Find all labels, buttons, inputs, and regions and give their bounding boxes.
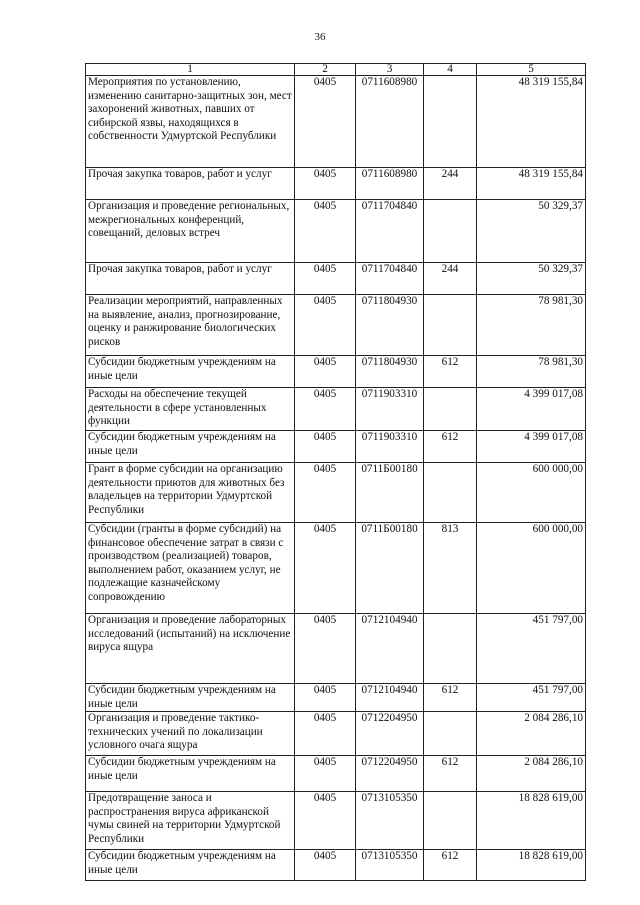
row-type-cell: 612 [424, 431, 477, 463]
row-amount-cell: 600 000,00 [477, 463, 586, 523]
row-type-cell: 612 [424, 756, 477, 792]
row-section-cell: 0405 [295, 756, 356, 792]
row-target-cell: 0711Б00180 [356, 523, 424, 614]
row-amount-cell: 2 084 286,10 [477, 712, 586, 756]
row-type-cell [424, 76, 477, 168]
row-name-cell: Мероприятия по установлению, изменению санитарно-защитных зон, мест захоронений животных, павших от сибирской язвы, находящихся в собственности Удмуртской Республики [86, 76, 295, 168]
row-target-cell: 0712204950 [356, 712, 424, 756]
row-type-cell: 244 [424, 263, 477, 295]
row-type-cell: 612 [424, 850, 477, 881]
row-type-cell [424, 388, 477, 431]
row-section-cell: 0405 [295, 295, 356, 356]
table-row [86, 712, 586, 756]
row-amount-cell: 78 981,30 [477, 356, 586, 388]
row-name-cell: Организация и проведение региональных, межрегиональных конференций, совещаний, деловых встреч [86, 200, 295, 263]
row-target-cell: 0712204950 [356, 756, 424, 792]
table-row [86, 76, 586, 168]
table-body [86, 76, 586, 881]
row-target-cell: 0711704840 [356, 200, 424, 263]
row-target-cell: 0712104940 [356, 614, 424, 684]
row-target-cell: 0711903310 [356, 431, 424, 463]
row-name-cell: Субсидии бюджетным учреждениям на иные цели [86, 356, 295, 388]
row-section-cell: 0405 [295, 792, 356, 850]
row-section-cell: 0405 [295, 614, 356, 684]
row-target-cell: 0711704840 [356, 263, 424, 295]
row-amount-cell: 451 797,00 [477, 684, 586, 712]
row-amount-cell: 50 329,37 [477, 200, 586, 263]
column-header-5: 5 [477, 64, 586, 76]
row-amount-cell: 600 000,00 [477, 523, 586, 614]
row-name-cell: Субсидии бюджетным учреждениям на иные цели [86, 850, 295, 881]
column-header-3: 3 [356, 64, 424, 76]
row-section-cell: 0405 [295, 712, 356, 756]
table-row [86, 431, 586, 463]
table-row [86, 388, 586, 431]
row-type-cell: 813 [424, 523, 477, 614]
row-type-cell [424, 295, 477, 356]
row-amount-cell: 48 319 155,84 [477, 76, 586, 168]
table-row [86, 792, 586, 850]
table-row [86, 295, 586, 356]
row-name-cell: Субсидии бюджетным учреждениям на иные цели [86, 684, 295, 712]
table-row [86, 756, 586, 792]
row-type-cell [424, 614, 477, 684]
column-header-1: 1 [86, 64, 295, 76]
row-section-cell: 0405 [295, 463, 356, 523]
table-row [86, 168, 586, 200]
row-type-cell [424, 792, 477, 850]
row-type-cell [424, 200, 477, 263]
row-target-cell: 0713105350 [356, 850, 424, 881]
row-name-cell: Прочая закупка товаров, работ и услуг [86, 263, 295, 295]
row-target-cell: 0712104940 [356, 684, 424, 712]
column-header-2: 2 [295, 64, 356, 76]
row-name-cell: Организация и проведение тактико-технических учений по локализации условного очага ящура [86, 712, 295, 756]
table-row [86, 523, 586, 614]
row-section-cell: 0405 [295, 263, 356, 295]
row-target-cell: 0711608980 [356, 168, 424, 200]
table-row [86, 463, 586, 523]
table-row [86, 684, 586, 712]
row-section-cell: 0405 [295, 684, 356, 712]
row-target-cell: 0711804930 [356, 295, 424, 356]
row-target-cell: 0711Б00180 [356, 463, 424, 523]
column-header-4: 4 [424, 64, 477, 76]
row-name-cell: Расходы на обеспечение текущей деятельности в сфере установленных функции [86, 388, 295, 431]
table-row [86, 200, 586, 263]
row-amount-cell: 18 828 619,00 [477, 792, 586, 850]
row-section-cell: 0405 [295, 850, 356, 881]
header-row [86, 64, 586, 76]
row-type-cell: 244 [424, 168, 477, 200]
row-type-cell: 612 [424, 356, 477, 388]
row-section-cell: 0405 [295, 76, 356, 168]
row-name-cell: Субсидии бюджетным учреждениям на иные цели [86, 431, 295, 463]
row-section-cell: 0405 [295, 168, 356, 200]
table-row [86, 356, 586, 388]
row-name-cell: Организация и проведение лабораторных исследований (испытаний) на исключение вируса ящура [86, 614, 295, 684]
row-amount-cell: 78 981,30 [477, 295, 586, 356]
budget-table [85, 63, 586, 881]
row-section-cell: 0405 [295, 523, 356, 614]
row-name-cell: Субсидии (гранты в форме субсидий) на финансовое обеспечение затрат в связи с производством (реализацией) товаров, выполнением работ, оказанием услуг, не подлежащие казначейскому сопровождению [86, 523, 295, 614]
row-amount-cell: 451 797,00 [477, 614, 586, 684]
row-target-cell: 0713105350 [356, 792, 424, 850]
row-section-cell: 0405 [295, 388, 356, 431]
row-name-cell: Грант в форме субсидии на организацию деятельности приютов для животных без владельцев на территории Удмуртской Республики [86, 463, 295, 523]
row-name-cell: Реализации мероприятий, направленных на выявление, анализ, прогнозирование, оценку и ранжирование биологических рисков [86, 295, 295, 356]
row-section-cell: 0405 [295, 200, 356, 263]
table-row [86, 614, 586, 684]
table-row [86, 263, 586, 295]
row-target-cell: 0711608980 [356, 76, 424, 168]
row-type-cell [424, 463, 477, 523]
row-name-cell: Субсидии бюджетным учреждениям на иные цели [86, 756, 295, 792]
row-amount-cell: 18 828 619,00 [477, 850, 586, 881]
row-type-cell [424, 712, 477, 756]
row-amount-cell: 2 084 286,10 [477, 756, 586, 792]
row-target-cell: 0711903310 [356, 388, 424, 431]
row-name-cell: Прочая закупка товаров, работ и услуг [86, 168, 295, 200]
row-target-cell: 0711804930 [356, 356, 424, 388]
row-name-cell: Предотвращение заноса и распространения вируса африканской чумы свиней на территории Удмуртской Республики [86, 792, 295, 850]
row-amount-cell: 48 319 155,84 [477, 168, 586, 200]
table-row [86, 850, 586, 881]
row-section-cell: 0405 [295, 431, 356, 463]
row-amount-cell: 50 329,37 [477, 263, 586, 295]
row-type-cell: 612 [424, 684, 477, 712]
row-section-cell: 0405 [295, 356, 356, 388]
row-amount-cell: 4 399 017,08 [477, 388, 586, 431]
page-number: 36 [314, 31, 326, 43]
row-amount-cell: 4 399 017,08 [477, 431, 586, 463]
